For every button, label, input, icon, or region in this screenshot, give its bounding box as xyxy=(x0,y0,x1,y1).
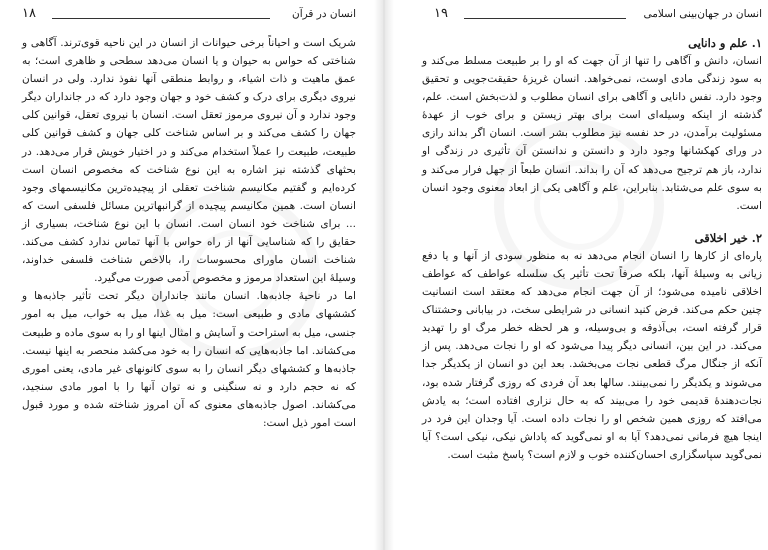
paragraph: شریک است و احیاناً برخی حیوانات از انسان در این ناحیه قوی‌ترند. آگاهی و شناختی که حواس به حیوان و یا انسان می‌دهد سطحی و ظاهری است؛ به عمق ماهیت و ذات اشیاء، و روابط منطقی آنها نفوذ ندارد. ولی در انسان نیروی دیگری برای درک و کشف خود و جهان وجود دارد که در جانداران دیگر وجود ندارد و آن نیروی مرموز تعقل است. انسان با نیروی تعقل، قوانین کلی جهان را کشف می‌کند و بر اساس شناخت کلی جهان و کشف قوانین کلی طبیعت، طبیعت را عملاً استخدام می‌کند و در اختیار خویش قرار می‌دهد. در بحثهای گذشته نیز اشاره به این نوع شناخت که مخصوص انسان است کرده‌ایم و گفتیم مکانیسم شناخت تعقلی از پیچیده‌ترین مکانیسمهای وجود انسان است. همین مکانیسم پیچیده از گرانبهاترین مسائل فلسفی است که ... برای شناخت خود انسان است. انسان با این نوع شناخت، بسیاری از حقایق را که شناسایی آنها از راه حواس با آنها تماس ندارد کشف می‌کند. شناخت انسان ماورای محسوسات را، بالاخص شناخت فلسفی خداوند، وسیلهٔ این استعداد مرموز و مخصوص آدمی صورت می‌گیرد. xyxy=(22,37,356,285)
right-page-body xyxy=(422,34,762,464)
section-heading: ۲. خیر اخلاقی xyxy=(694,230,762,245)
left-page-header xyxy=(22,6,356,26)
section-gap xyxy=(422,215,762,229)
left-page-body xyxy=(22,34,356,432)
right-page xyxy=(394,0,768,550)
running-title: انسان در جهان‌بینی اسلامی xyxy=(643,8,762,20)
paragraph: انسان، دانش و آگاهی را تنها از آن جهت که او را بر طبیعت مسلط می‌کند و به سود زندگی مادی اوست، نمی‌خواهد. انسان غریزهٔ حقیقت‌جویی و تحقیق وجود دارد. نفس دانایی و آگاهی برای انسان مطلوب و لذت‌بخش است. علم، گذشته از اینکه وسیله‌ای است برای بهتر زیستن و برای خوب از عهدهٔ مسئولیت برآمدن، در حد نفسه نیز مطلوب بشر است. انسان اگر بداند رازی در ورای کهکشانها وجود دارد و دانستن و ندانستن آن تأثیری در زندگی او ندارد، باز هم ترجیح می‌دهد که آن را بداند. انسان طبعاً از جهل فرار می‌کند و به سوی علم می‌شتابد. بنابراین، علم و آگاهی یکی از ابعاد معنوی وجود انسان است. xyxy=(422,55,762,212)
paragraph: اما در ناحیهٔ جاذبه‌ها. انسان مانند جانداران دیگر تحت تأثیر جاذبه‌ها و کششهای مادی و طبیعی است: میل به غذا، میل به خواب، میل به امور جنسی، میل به استراحت و آسایش و امثال اینها او را به سوی ماده و طبیعت می‌کشاند. اما جاذبه‌هایی که انسان را به خود می‌کشد منحصر به اینها نیست. جاذبه‌ها و کششهای دیگر انسان را به سوی کانونهای غیر مادی، یعنی اموری که نه حجم دارد و نه سنگینی و نه توان آنها را با امور مادی سنجید، می‌کشاند. اصول جاذبه‌های معنوی که آن امروز شناخته شده و مورد قبول است امور ذیل است: xyxy=(22,290,356,429)
right-page-header xyxy=(434,6,762,26)
running-title: انسان در قرآن xyxy=(292,8,356,20)
left-page xyxy=(0,0,374,550)
header-rule xyxy=(464,18,626,19)
section-heading: ۱. علم و دانایی xyxy=(688,36,762,50)
paragraph: پاره‌ای از کارها را انسان انجام می‌دهد نه به منظور سودی از آنها و یا دفع زیانی به وسیلهٔ آنها، بلکه صرفاً تحت تأثیر یک سلسله عواطف که عواطف اخلاقی نامیده می‌شود؛ از آن جهت انجام می‌دهد که معتقد است انسانیت چنین حکم می‌کند. فرض کنید انسانی در شرایطی سخت، در بیابانی وحشتناک قرار گرفته است، بی‌آذوقه و بی‌وسیله، و هر لحظه خطر مرگ او را تهدید می‌کند. در این بین، انسانی دیگر پیدا می‌شود که او را نجات می‌دهد. پس از آنکه از جنگال مرگ قطعی نجات می‌بخشد. بعد این دو انسان از یکدیگر جدا می‌شوند و یکدیگر را نمی‌بینند. سالها بعد آن فردی که روزی گرفتار شده بود، نجات‌دهندهٔ قدیمی خود را می‌بیند که به حال نزاری افتاده است؛ به یادش می‌افتد که روزی همین شخص او را نجات داده است. آیا وجدان این فرد در اینجا هیچ فرمانی نمی‌دهد؟ آیا به او نمی‌گوید که پاداش نیکی، نیکی است؟ آیا نمی‌گوید سپاسگزاری احسان‌کننده خوب و لازم است؟ پاسخ مثبت است. xyxy=(422,249,762,461)
page-number: ۱۸ xyxy=(22,6,36,21)
page-number: ۱۹ xyxy=(434,6,448,21)
header-rule xyxy=(52,18,270,19)
book-gutter xyxy=(374,0,394,550)
